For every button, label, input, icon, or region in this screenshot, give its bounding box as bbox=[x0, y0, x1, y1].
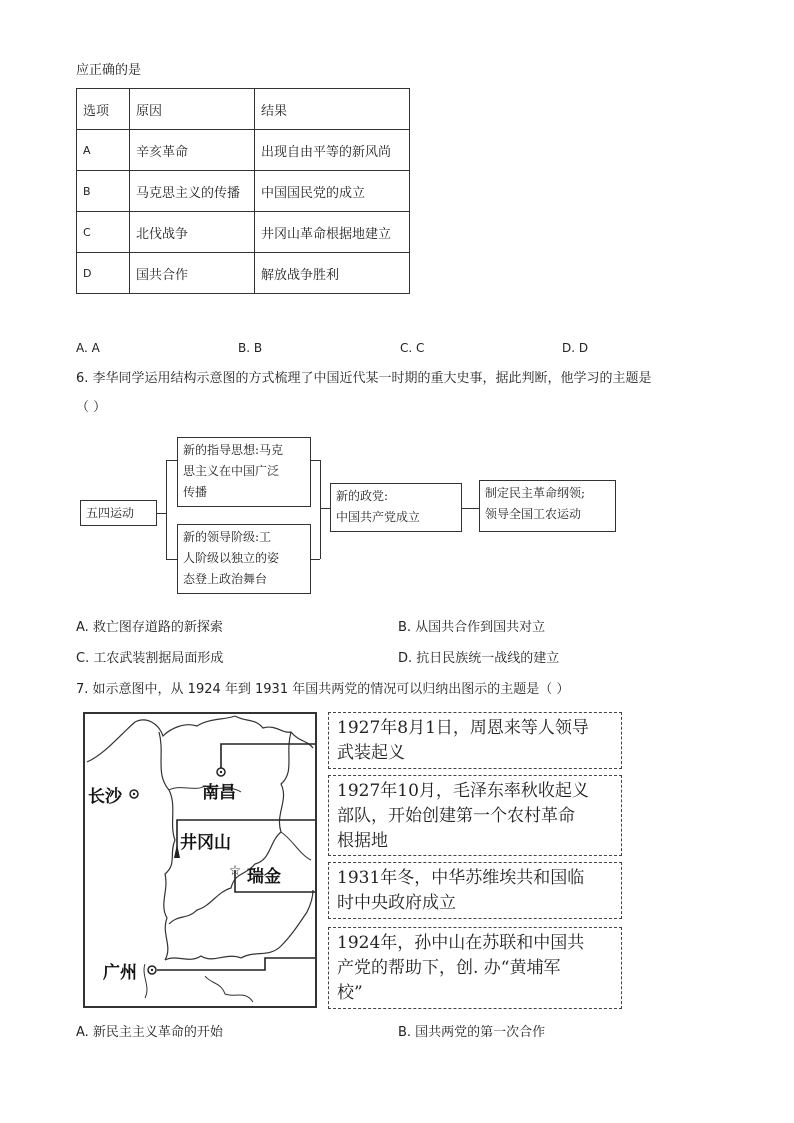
callout-text-line: 时中央政府成立 bbox=[337, 893, 456, 913]
q5-table bbox=[76, 88, 410, 294]
diagram-box-start: 五四运动 bbox=[80, 500, 157, 526]
svg-text:☆: ☆ bbox=[228, 863, 242, 879]
callout-text-line: 校” bbox=[337, 983, 363, 1003]
diagram-box-new-party bbox=[330, 483, 462, 532]
table-cell: D bbox=[77, 253, 130, 294]
connector bbox=[157, 513, 166, 514]
city-label-changsha: 长沙 bbox=[88, 787, 122, 807]
callout-text-line: 1927年10月，毛泽东率秋收起义 bbox=[337, 781, 589, 801]
q5-option-d[interactable]: D. D bbox=[562, 341, 589, 355]
connector bbox=[320, 508, 330, 509]
diagram-text-line: 人阶级以独立的姿 bbox=[183, 551, 280, 565]
callout-text-line: 根据地 bbox=[337, 831, 388, 851]
table-row bbox=[77, 253, 410, 294]
diagram-text-line: 中国共产党成立 bbox=[336, 510, 421, 524]
connector bbox=[311, 460, 320, 461]
connector bbox=[462, 508, 479, 509]
table-cell: A bbox=[77, 130, 130, 171]
q7-map bbox=[83, 712, 317, 1008]
table-row bbox=[77, 130, 410, 171]
table-row bbox=[77, 212, 410, 253]
q5-option-a[interactable]: A. A bbox=[76, 341, 100, 355]
city-label-jinggangshan: 井冈山 bbox=[180, 833, 231, 853]
table-header-row bbox=[77, 89, 410, 130]
table-cell: 井冈山革命根据地建立 bbox=[255, 212, 410, 253]
city-label-guangzhou: 广州 bbox=[103, 963, 137, 983]
city-label-ruijin: 瑞金 bbox=[247, 867, 281, 887]
diagram-text-line: 制定民主革命纲领; bbox=[485, 486, 586, 500]
bracket-right bbox=[320, 460, 321, 559]
callout-whampoa bbox=[328, 927, 622, 1009]
diagram-text-line: 新的领导阶级:工 bbox=[183, 530, 272, 544]
city-label-nanchang: 南昌 bbox=[202, 783, 236, 803]
bracket-left bbox=[166, 460, 167, 559]
table-cell: 国共合作 bbox=[130, 253, 255, 294]
diagram-text-line: 传播 bbox=[183, 485, 208, 499]
table-header-cell: 原因 bbox=[130, 89, 255, 130]
callout-autumn-harvest bbox=[328, 775, 622, 856]
table-cell: B bbox=[77, 171, 130, 212]
q5-option-b[interactable]: B. B bbox=[238, 341, 263, 355]
table-cell: C bbox=[77, 212, 130, 253]
table-cell: 出现自由平等的新风尚 bbox=[255, 130, 410, 171]
callout-text-line: 1924年，孙中山在苏联和中国共 bbox=[337, 933, 585, 953]
q6-option-a[interactable]: A. 救亡图存道路的新探索 bbox=[76, 620, 223, 635]
diagram-text-line: 思主义在中国广泛 bbox=[183, 464, 280, 478]
q5-stem-tail: 应正确的是 bbox=[76, 63, 142, 78]
callout-nanchang-uprising bbox=[328, 712, 622, 769]
q6-option-c[interactable]: C. 工农武装割据局面形成 bbox=[76, 651, 224, 666]
q7-option-a[interactable]: A. 新民主主义革命的开始 bbox=[76, 1025, 223, 1040]
diagram-box-guiding-thought bbox=[177, 437, 311, 507]
q6-option-d[interactable]: D. 抗日民族统一战线的建立 bbox=[398, 651, 560, 666]
q7-stem: 7. 如示意图中，从 1924 年到 1931 年国共两党的情况可以归纳出图示的主题是（ ） bbox=[76, 682, 570, 697]
callout-soviet-government bbox=[328, 862, 622, 919]
table-row bbox=[77, 171, 410, 212]
callout-text-line: 产党的帮助下，创. 办“黄埔军 bbox=[337, 958, 561, 978]
table-cell: 马克思主义的传播 bbox=[130, 171, 255, 212]
table-cell: 北伐战争 bbox=[130, 212, 255, 253]
table-header-cell: 选项 bbox=[77, 89, 130, 130]
diagram-text-line: 领导全国工农运动 bbox=[485, 507, 582, 521]
connector bbox=[311, 559, 320, 560]
diagram-text-line: 新的指导思想:马克 bbox=[183, 443, 284, 457]
connector bbox=[166, 559, 177, 560]
q6-option-b[interactable]: B. 从国共合作到国共对立 bbox=[398, 620, 546, 635]
diagram-text-line: 新的政党: bbox=[336, 489, 389, 503]
q6-stem-line1: 6. 李华同学运用结构示意图的方式梳理了中国近代某一时期的重大史事，据此判断，他学习的主题是 bbox=[76, 371, 652, 386]
q5-option-c[interactable]: C. C bbox=[400, 341, 425, 355]
q7-option-b[interactable]: B. 国共两党的第一次合作 bbox=[398, 1025, 546, 1040]
callout-text-line: 1927年8月1日，周恩来等人领导 bbox=[337, 718, 589, 738]
connector bbox=[166, 460, 177, 461]
diagram-box-leading-class bbox=[177, 524, 311, 594]
diagram-text-line: 态登上政治舞台 bbox=[183, 572, 268, 586]
callout-text-line: 武装起义 bbox=[337, 743, 405, 763]
q6-stem-line2: （ ） bbox=[76, 400, 107, 415]
diagram-box-program bbox=[479, 480, 616, 532]
table-cell: 辛亥革命 bbox=[130, 130, 255, 171]
table-header-cell: 结果 bbox=[255, 89, 410, 130]
table-cell: 中国国民党的成立 bbox=[255, 171, 410, 212]
table-cell: 解放战争胜利 bbox=[255, 253, 410, 294]
callout-text-line: 1931年冬，中华苏维埃共和国临 bbox=[337, 868, 585, 888]
callout-text-line: 部队，开始创建第一个农村革命 bbox=[337, 806, 575, 826]
